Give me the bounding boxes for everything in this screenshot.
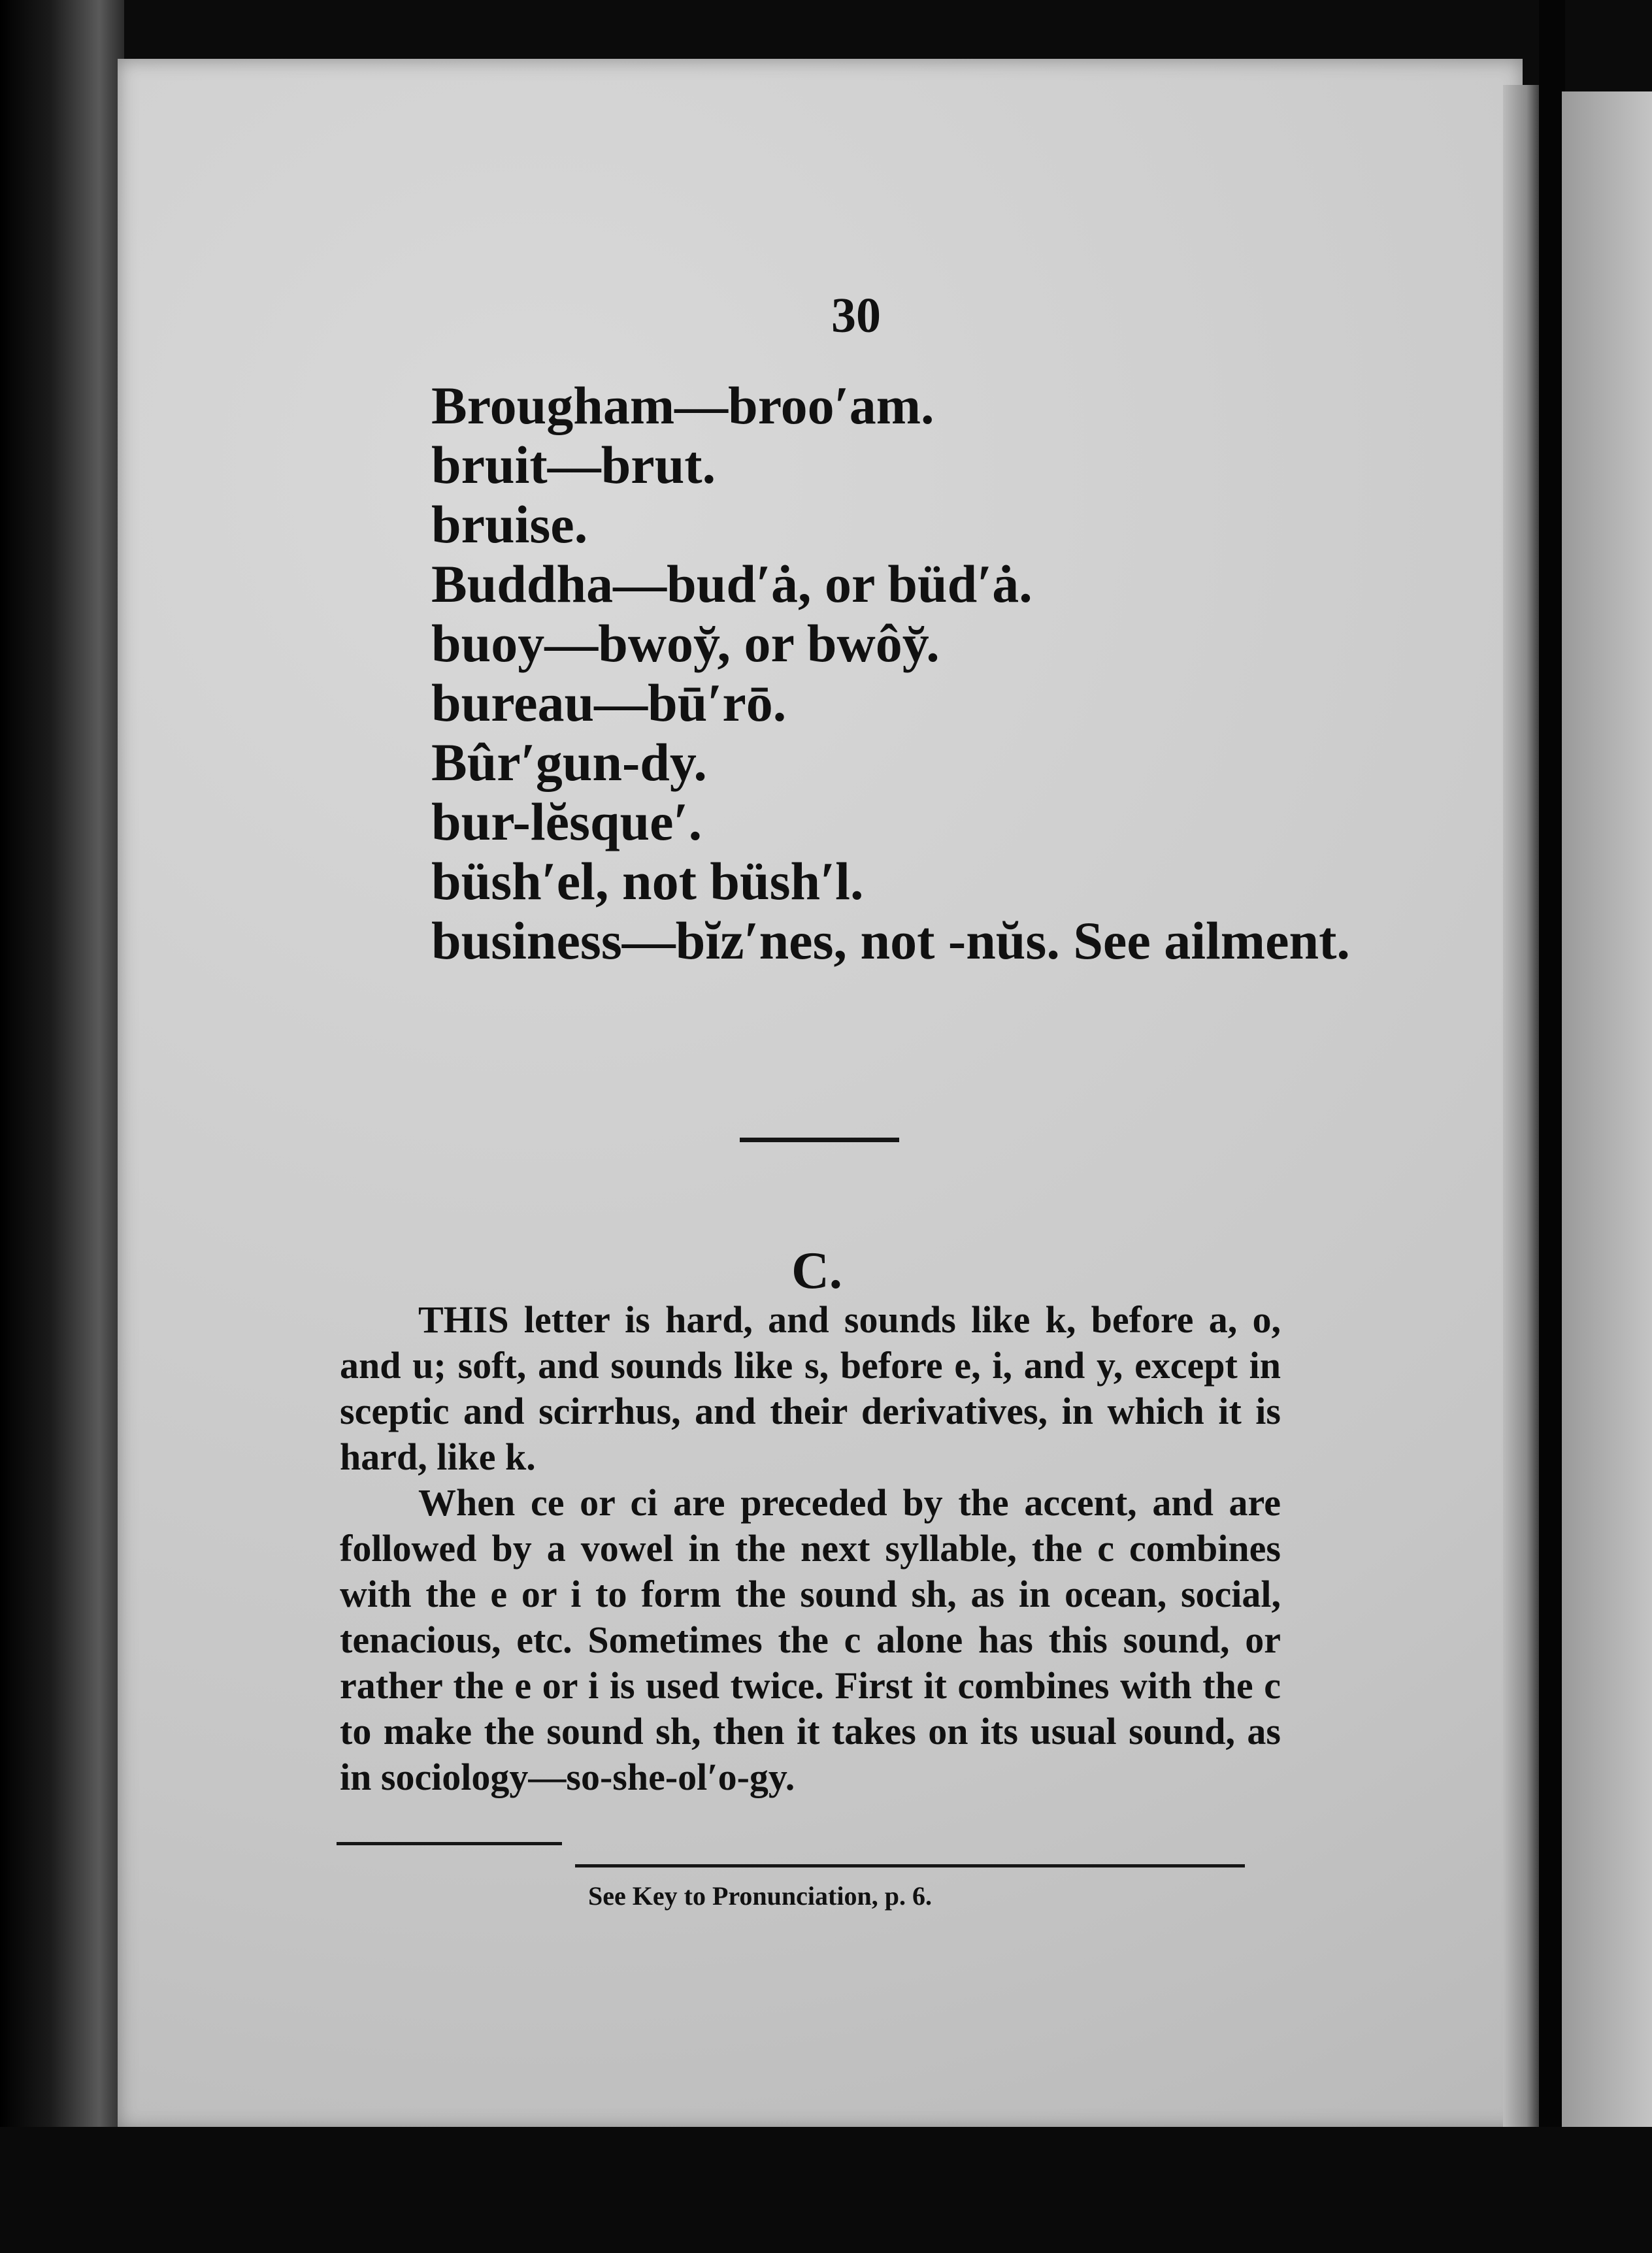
book-page (118, 59, 1523, 2130)
entry-bruit: bruit—brut. (431, 435, 716, 495)
entry-buddha: Buddha—bud′ȧ, or büd′ȧ. (431, 554, 1032, 614)
adjacent-page-strip (1562, 91, 1652, 2182)
entry-bushel: büsh′el, not büsh′l. (431, 851, 864, 911)
section-divider (740, 1138, 899, 1142)
entry-list (431, 376, 1350, 974)
gutter-shadow (1539, 0, 1565, 2253)
scan-bottom-border (0, 2127, 1652, 2253)
page-number: 30 (831, 288, 881, 343)
scan-left-border (0, 0, 124, 2253)
footer-rule-right (575, 1864, 1245, 1867)
paragraph-1: THIS letter is hard, and sounds like k, before a, o, and u; soft, and sounds like s, before e, i, and y, except in sceptic and scirrhus, and their derivatives, in which it is hard, like k. (340, 1298, 1281, 1478)
entry-buoy: buoy—bwoy̆, or bwôy̆. (431, 614, 940, 673)
section-heading: C. (791, 1242, 842, 1300)
section-body (340, 1297, 1281, 1800)
page-edge (1503, 85, 1542, 2130)
paragraph-2: When ce or ci are preceded by the accent, and are followed by a vowel in the next syllable, the c combines with the e or i to form the sound sh, as in ocean, social, tenacious, etc. Sometimes the c alone has this sound, or rather the e or i is used twice. First it combines with the c to make the sound sh, then it takes on its usual sound, as in sociology—so-she-ol′o-gy. (340, 1481, 1281, 1798)
entry-burgundy: Bûr′gun-dy. (431, 732, 707, 792)
entry-bureau: bureau—bū′rō. (431, 673, 787, 732)
footer-note: See Key to Pronunciation, p. 6. (588, 1881, 932, 1911)
entry-bruise: bruise. (431, 495, 588, 554)
entry-burlesque: bur-lĕsque′. (431, 792, 702, 851)
entry-brougham: Brougham—broo′am. (431, 376, 934, 435)
footer-rule-left (337, 1842, 562, 1845)
entry-business: business—bĭz′nes, not -nŭs. See ailment. (431, 911, 1350, 970)
